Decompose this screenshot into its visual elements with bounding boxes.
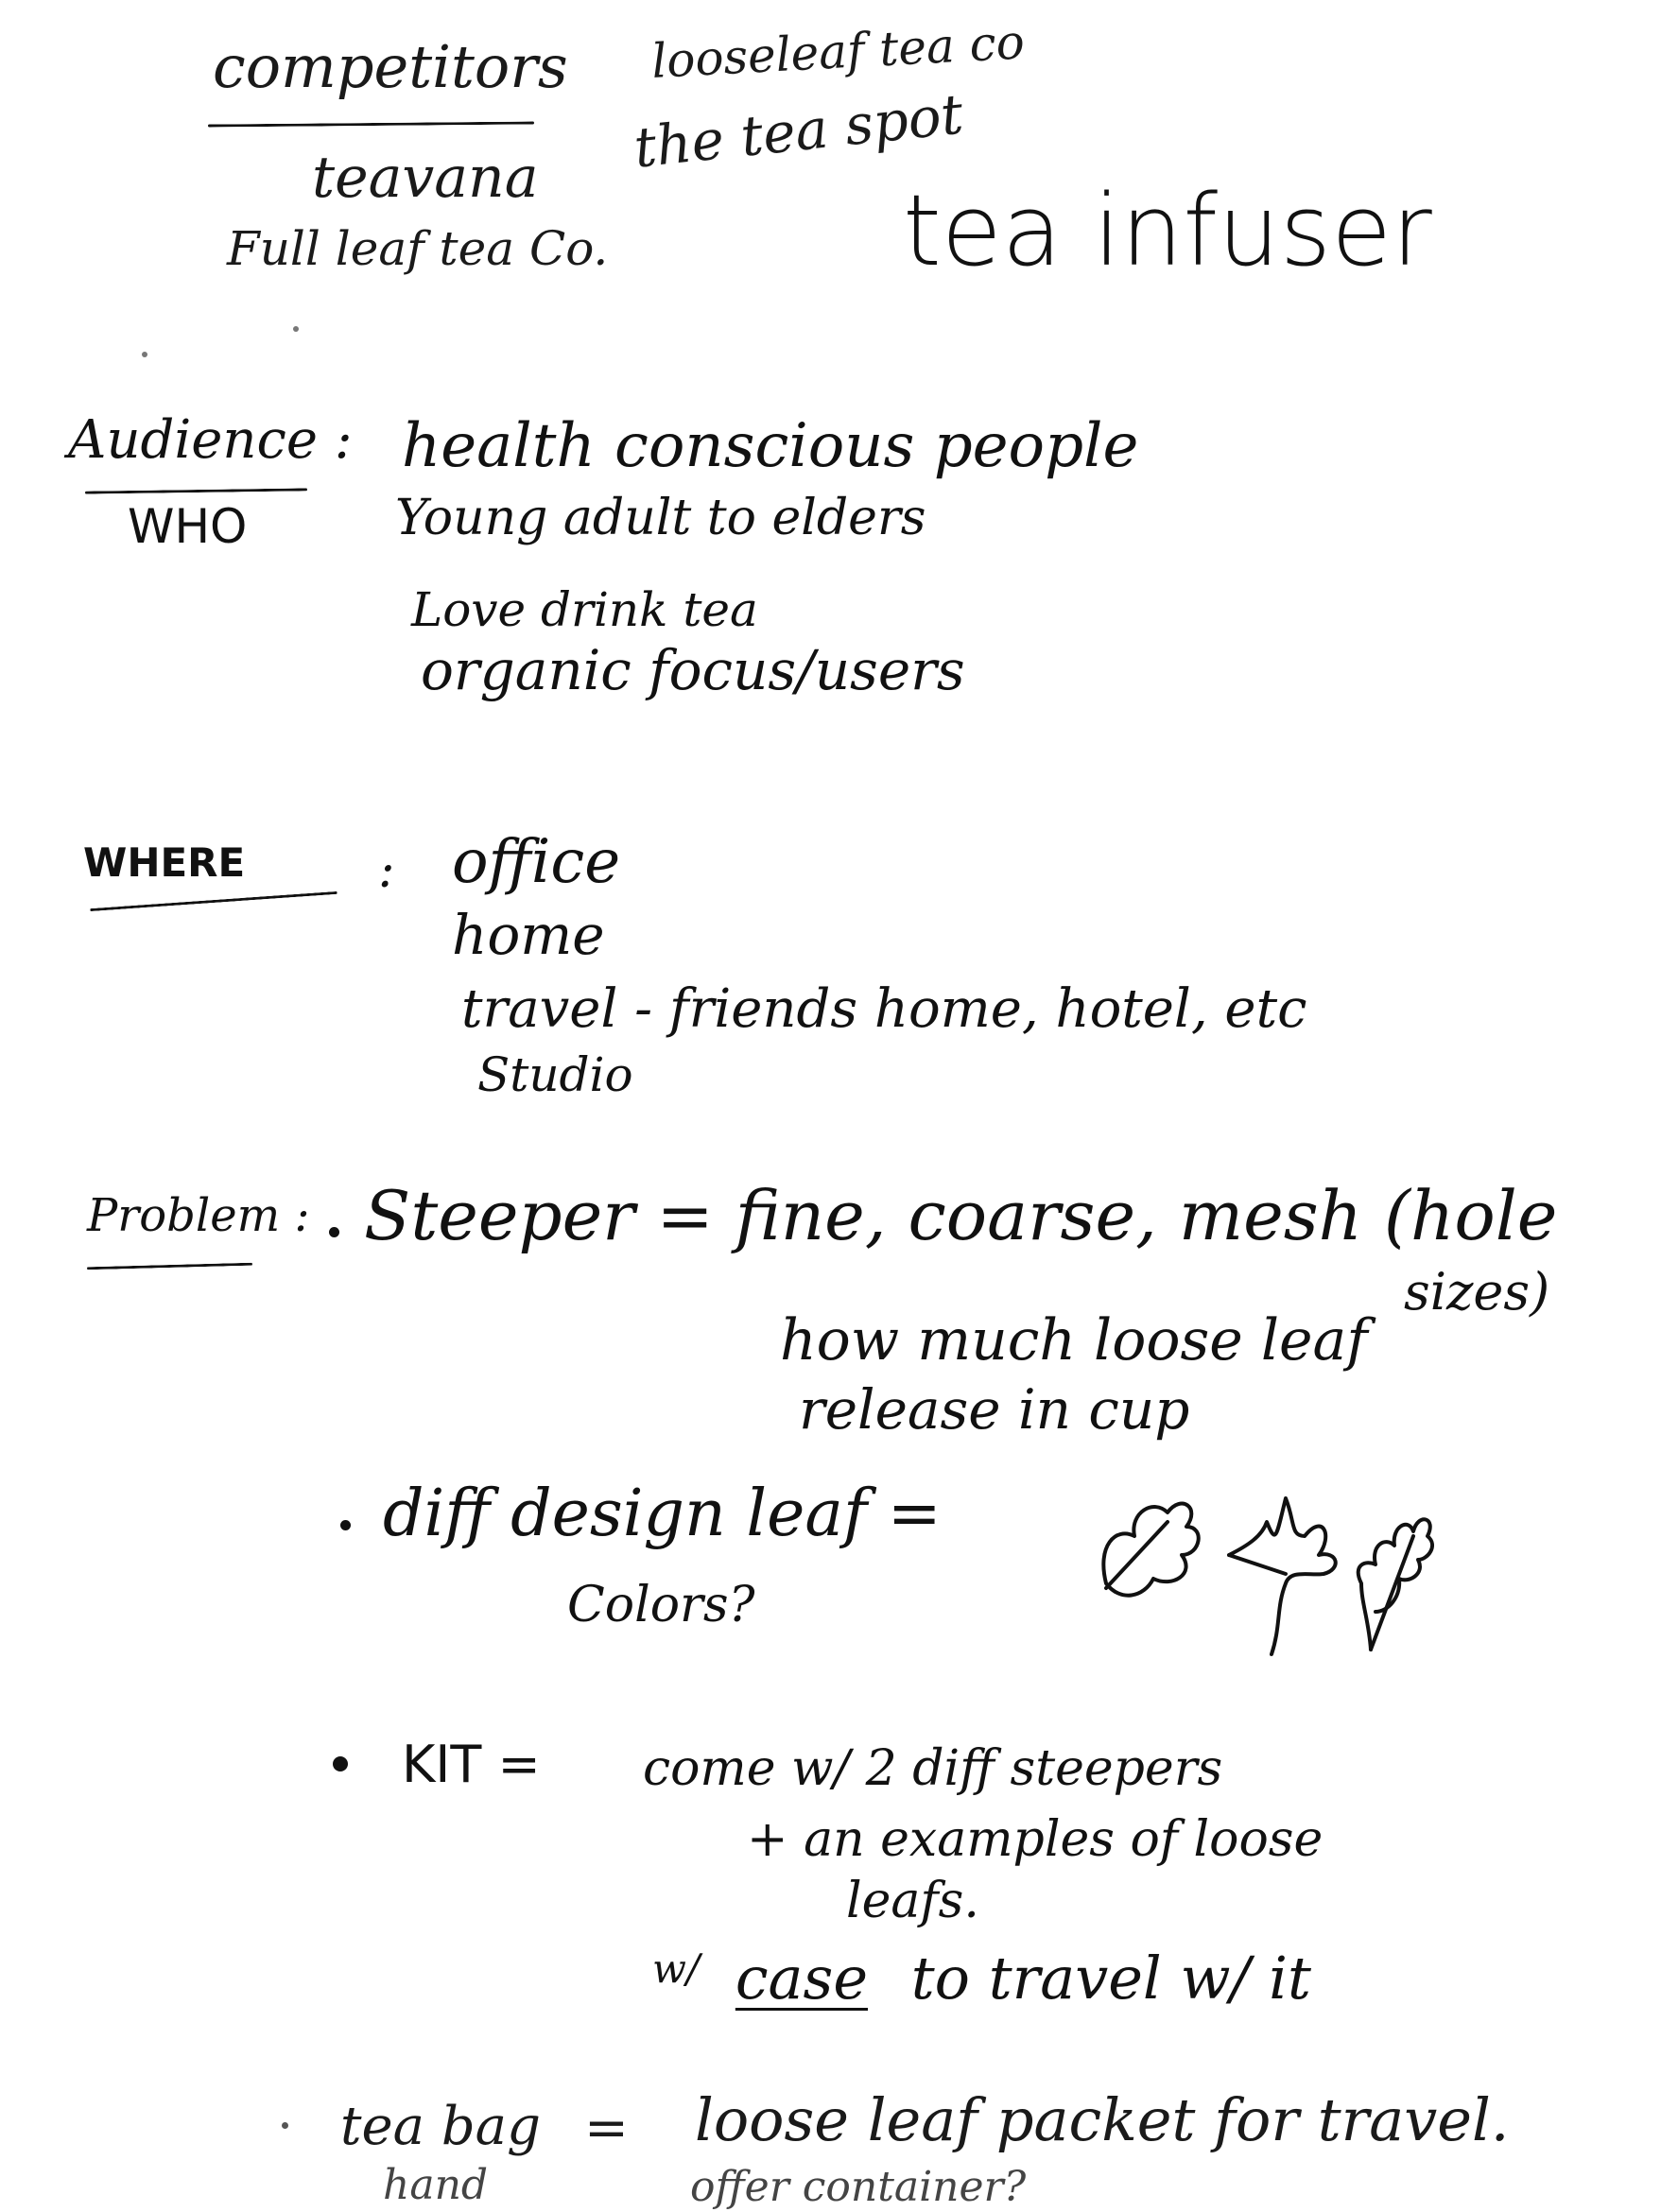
audience-underline [85,488,307,493]
leaf-sketches [1087,1470,1446,1659]
audience-line-1: health conscious people [402,411,1139,481]
product-title: tea infuser [903,173,1432,288]
problem-bullet-2-sub: Colors? [567,1577,755,1633]
problem-bullet-1-sub-2: release in cup [799,1377,1190,1442]
leaf-2-vein [1229,1555,1286,1574]
leaf-1-icon [1103,1504,1198,1596]
competitors-heading: competitors [213,32,568,101]
problem-bullet-2: diff design leaf = [383,1477,942,1551]
case-word: case [735,1944,869,2013]
problem-bullet-1-sizes: sizes) [1404,1262,1550,1322]
bullet [282,2122,288,2129]
where-line-3: travel - friends home, hotel, etc [461,978,1307,1040]
footer-right-2: offer container? [690,2163,1027,2211]
competitor-looseleaf: looseleaf tea co [649,14,1027,89]
leaf-drawing [1087,1470,1446,1659]
case-suffix: to travel w/ it [910,1944,1311,2013]
audience-line-4: organic focus/users [421,638,965,702]
problem-bullet-3-line-1: come w/ 2 diff steepers [643,1740,1223,1797]
case-prefix: w/ [652,1945,701,1992]
where-underline [90,891,337,911]
audience-label-text: Audience [68,409,318,471]
problem-bullet-1-sub-1: how much loose leaf [780,1307,1368,1374]
footer-left-1: tea bag [340,2096,541,2157]
where-line-1: office [452,827,621,897]
leaf-3-vein [1371,1536,1413,1650]
speck [293,326,299,332]
bullet [340,1520,351,1530]
leaf-2-icon [1229,1498,1336,1654]
bullet [333,1756,348,1771]
footer-eq: = [584,2098,629,2159]
where-line-4: Studio [477,1047,633,1102]
competitors-underline [208,121,534,127]
footer-left-2: hand [383,2161,489,2209]
problem-bullet-3-line-3: leafs. [846,1873,979,1929]
bullet [329,1227,339,1237]
where-line-2: home [452,903,605,967]
case-line [652,1944,1311,2013]
where-colon: : [378,842,395,899]
speck [142,352,147,357]
audience-line-2: Young adult to elders [395,490,926,546]
competitor-teavana: teavana [312,145,539,211]
audience-label: Audience : [68,409,353,471]
audience-line-3: Love drink tea [411,582,758,637]
problem-label-text: Problem [87,1189,281,1242]
problem-underline [87,1263,252,1270]
leaf-1-stem [1106,1522,1168,1588]
where-label: WHERE [83,839,246,886]
competitor-full-leaf: Full leaf tea Co. [227,221,609,276]
competitor-tea-spot: the tea spot [631,81,966,181]
footer-right-1: loose leaf packet for travel. [695,2085,1510,2154]
audience-sublabel: WHO [128,499,248,554]
problem-label: Problem : [87,1189,310,1242]
problem-bullet-3-label: KIT = [402,1735,541,1794]
problem-bullet-1: Steeper = fine, coarse, mesh (hole [364,1176,1558,1255]
problem-bullet-3-line-2: + an examples of loose [747,1811,1324,1868]
